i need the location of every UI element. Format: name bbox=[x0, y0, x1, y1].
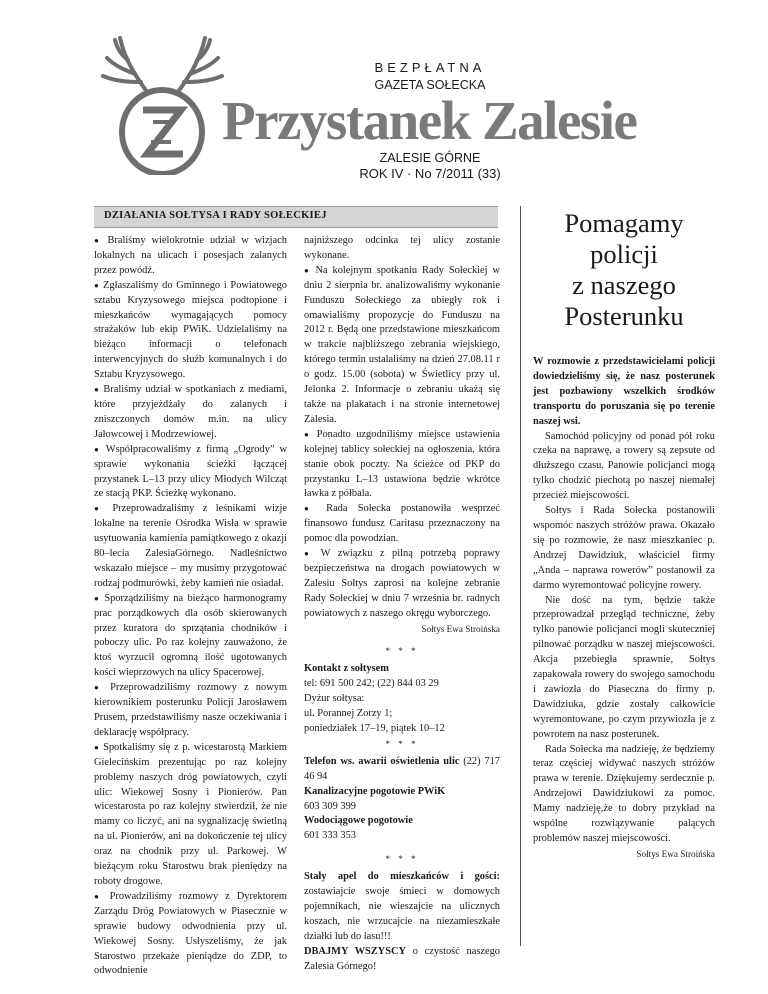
appeal-label: Stały apel do mieszkańców i gości: bbox=[304, 871, 500, 883]
contact-line: Dyżur sołtysa: bbox=[304, 693, 365, 705]
water-label: Wodociągowe pogotowie bbox=[304, 815, 413, 827]
separator: * * * bbox=[385, 646, 419, 657]
column-divider bbox=[520, 206, 521, 946]
closing-text: o czystość naszego Zalesia Górnego! bbox=[304, 945, 500, 972]
column-2 bbox=[304, 234, 500, 975]
list-item: ● Ponadto uzgodniliśmy miejsce ustawienia kolejnej tablicy sołeckiej na ogłoszenia, która stanie obok poczty. Na ścieżce od PKP do przystanku L–13 ustawiona będzie wkrótce ławka z półbala. bbox=[304, 428, 500, 503]
column-3 bbox=[533, 355, 715, 862]
article-paragraph: Sołtys i Rada Sołecka postanowili wspomóc naszych stróżów prawa. Okazało się po rozmowie, że nasz mieszkaniec p. Andrzej Dawidziuk, właściciel firmy „Anda – naprawa rowerów” postanowił za darmo wyremontować policyjne rowery. bbox=[533, 505, 715, 591]
closing-bold: DBAJMY WSZYSCY bbox=[304, 945, 406, 957]
gazette-type: GAZETA SOŁECKA bbox=[374, 78, 486, 92]
list-item: ● Braliśmy wielokrotnie udział w wizjach lokalnych na ulicach i posesjach zalanych przez powódź. bbox=[94, 234, 287, 279]
contact-line: tel: 691 500 242; (22) 844 03 29 bbox=[304, 678, 439, 690]
headline-line: Posterunku bbox=[564, 301, 684, 331]
list-item: ● Przeprowadzaliśmy z leśnikami wizje lokalne na terenie Ośrodka Wisła w sprawie usytuowania kamienia pamiątkowego z okazji 80–lecia ZalesiaGórnego. Nadleśnictwo wskazało miejsce – my musimy przygotować rodzaj podmurówki, żeby kamień nie osiadał. bbox=[94, 502, 287, 591]
list-item: ● Na kolejnym spotkaniu Rady Sołeckiej w dniu 2 sierpnia br. analizowaliśmy wykonanie Funduszu Sołeckiego za ubiegły rok i omawialiśmy propozycje do Funduszu na 2012 r. Będą one przedstawione mieszkańcom w trakcie najbliższego zebrania wiejskiego, którego termin ustalaliśmy na dzień 27.08.11 r o godz. 15.00 (sobota) w Świetlicy przy ul. Jelonka 2. Informacje o zebraniu ukażą się także na plakatach i na stronie internetowej Zalesia. bbox=[304, 264, 500, 428]
article-paragraph: Samochód policyjny od ponad pół roku czeka na naprawę, a rowery są zepsute od dłuższego czasu. Panowie policjanci mogą tylko chodzić piechotą po naszej niemałej przecież miejscowości. bbox=[533, 430, 715, 502]
appeal-text: zostawiajcie swoje śmieci w domowych pojemnikach, nie wieszajcie na ulicznych koszach, nie wrzucajcie na niezamieszkałe działki lub do lasu!!! bbox=[304, 886, 500, 942]
list-item: ● Prowadziliśmy rozmowy z Dyrektorem Zarządu Dróg Powiatowych w Piasecznie w sprawie budowy odwodnienia przy ul. Wiekowej Sosny. Usłyszeliśmy, że jak Starostwo przekaże pieniądze do ZDP, to odwodnienie bbox=[94, 890, 287, 979]
section-header bbox=[94, 206, 498, 228]
place-name: ZALESIE GÓRNE bbox=[379, 151, 481, 165]
article-lead: W rozmowie z przedstawicielami policji dowiedzieliśmy się, że nasz posterunek jest pozbawiony wszelkich środków transportu do poruszania się po terenie naszej wsi. bbox=[533, 356, 715, 427]
sewer-label: Kanalizacyjne pogotowie PWiK bbox=[304, 785, 446, 797]
article-paragraph: Nie dość na tym, będzie także przeprowadzał przegląd techniczne, żeby tylko panowie policjanci mogli skuteczniej pilnować porządku w naszej miejscowości. Akcja przebiegła sprawnie, Sołtys zapakowała rowery do swojego samochodu i zawiozła do Piaseczna do firmy p. Dawidziuka, gdzie zostały całkowicie wyremontowane, po czym przywiozła je z powrotem na nasz posterunek. bbox=[533, 594, 715, 740]
newspaper-title: Przystanek Zalesie bbox=[222, 90, 637, 151]
article-headline bbox=[533, 208, 715, 332]
contact-line: ul. Porannej Zorzy 1; bbox=[304, 708, 393, 720]
list-item: ● Sporządziliśmy na bieżąco harmonogramy prac porządkowych dla osób skierowanych przez kuratora do sprzątania chodników i poboczy ulic. Po raz kolejny zauważono, że ktoś wyrzucił ogromną ilość ugotowanych kości wieprzowych na ulicy Spacerowej. bbox=[94, 592, 287, 681]
section-header-text: DZIAŁANIA SOŁTYSA I RADY SOŁECKIEJ bbox=[104, 210, 327, 221]
water-number: 601 333 353 bbox=[304, 830, 356, 842]
list-item: ● Spotkaliśmy się z p. wicestarostą Markiem Gielecińskim prezentując po raz kolejny problemy naszych dróg powiatowych, czyli ulic: Wiekowej Sosny i Pionierów. Pan wicestarosta po raz kolejny stwierdził, że nie mamy co liczyć, ani na sygnalizację świetlną na ul. Pionierów, ani na dokończenie tej ulicy oraz na chodnik przy ul. Parkowej. W bieżącym roku Starostwu brak pieniędzy na roboty drogowe. bbox=[94, 741, 287, 890]
list-item: ● Rada Sołecka postanowiła wesprzeć finansowo fundusz Caritasu przeznaczony na pomoc dla powodzian. bbox=[304, 502, 500, 547]
separator: * * * bbox=[385, 738, 419, 749]
article-paragraph: Rada Sołecka ma nadzieję, że będziemy teraz częściej widywać naszych stróżów prawa w terenie. Dziękujemy serdecznie p. Andrzejowi Dawidziukowi za pomoc. Mamy nadzieję,że to dobry przykład na wspólne rozwiązywanie palących problemów naszej miejscowości. bbox=[533, 743, 715, 844]
free-label: BEZPŁATNA bbox=[374, 60, 486, 75]
list-item: ● Współpracowaliśmy z firmą „Ogrody” w sprawie wykonania ścieżki łączącej przystanek L–13 przy ulicy Młodych Wilcząt ze stacją PKP. Ścieżkę wykonano. bbox=[94, 443, 287, 503]
lighting-phone-number: (22) 717 46 94 bbox=[304, 755, 500, 782]
appeal bbox=[304, 870, 500, 945]
zg-monogram-antlers-logo bbox=[95, 30, 230, 175]
lighting-phone bbox=[304, 755, 500, 785]
list-item: ● Braliśmy udział w spotkaniach z mediami, które przyjeżdżały do zalanych i zniszczonych domów m.in. na ulicy Jałowcowej i Modrzewiowej. bbox=[94, 383, 287, 443]
headline-line: policji bbox=[590, 239, 658, 269]
column-1 bbox=[94, 234, 287, 979]
signature: Sołtys Ewa Stroińska bbox=[636, 848, 715, 859]
sewer-number: 603 309 399 bbox=[304, 800, 356, 812]
headline-line: z naszego bbox=[572, 270, 676, 300]
signature: Sołtys Ewa Stroińska bbox=[421, 623, 500, 634]
lighting-phone-label: Telefon ws. awarii oświetlenia ulic bbox=[304, 755, 460, 767]
contact-line: poniedziałek 17–19, piątek 10–12 bbox=[304, 723, 445, 734]
closing bbox=[304, 945, 500, 975]
separator: * * * bbox=[385, 854, 419, 865]
contact-title: Kontakt z sołtysem bbox=[304, 663, 389, 675]
continuation-text: najniższego odcinka tej ulicy zostanie wykonane. bbox=[304, 235, 500, 261]
issue-number: ROK IV · No 7/2011 (33) bbox=[359, 166, 501, 181]
list-item: ● Zgłaszaliśmy do Gminnego i Powiatowego sztabu Kryzysowego miejsca podtopione i mieszkańców wymagających pomocy strażaków lub ekip PWiK. Udzielaliśmy na bieżąco informacji o telefonach interwencyjnych do służb komunalnych i do Sztabu Kryzysowego. bbox=[94, 279, 287, 383]
headline-line: Pomagamy bbox=[564, 208, 684, 238]
list-item: ● Przeprowadziliśmy rozmowy z nowym kierownikiem posterunku Policji Jarosławem Prusem, przedstawiliśmy nasze oczekiwania i deklarację współpracy. bbox=[94, 681, 287, 741]
list-item: ● W związku z pilną potrzebą poprawy bezpieczeństwa na drogach powiatowych w Zalesiu Sołtys zaprosi na kolejne zebranie Rady Sołeckiej w dniu 7 września br. radnych powiatowych z naszego okręgu wyborczego. bbox=[304, 547, 500, 622]
